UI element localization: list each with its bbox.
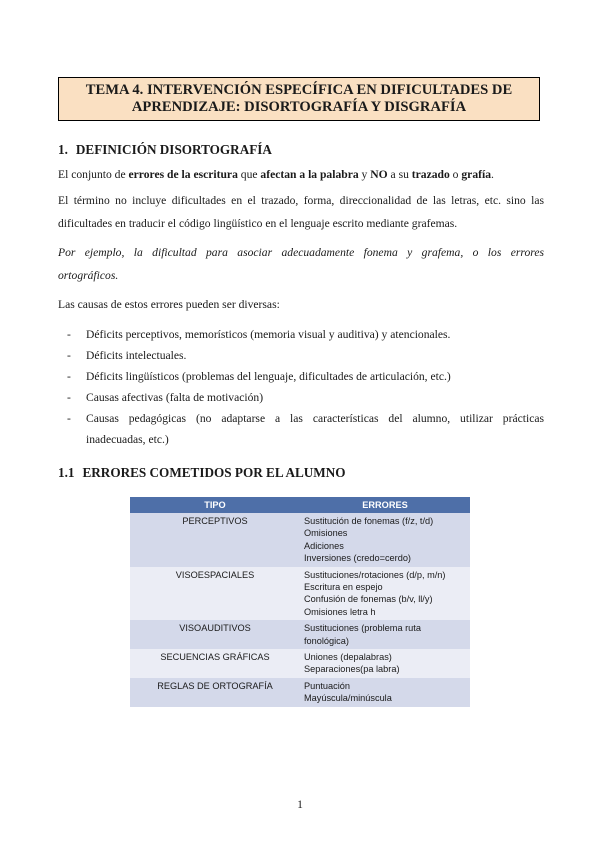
table-row <box>130 678 470 707</box>
causes-intro: Las causas de estos errores pueden ser diversas: <box>58 298 280 311</box>
definition-bold: afectan a la palabra <box>260 168 359 181</box>
error-item: Sustitución de fonemas (f/z, t/d) <box>304 516 434 526</box>
definition-bold: NO <box>370 168 388 181</box>
error-item: Omisiones <box>304 528 348 539</box>
scope-paragraph <box>58 189 544 235</box>
list-dash: - <box>67 370 71 383</box>
section-1-heading <box>58 142 272 158</box>
table-cell-errores <box>300 620 470 649</box>
list-dash: - <box>67 412 71 425</box>
definition-text: El conjunto de <box>58 168 129 181</box>
table-row <box>130 649 470 678</box>
list-item <box>58 345 544 366</box>
list-item <box>58 324 544 345</box>
error-item: Inversiones (credo=cerdo) <box>304 553 411 564</box>
section-1-title: DEFINICIÓN DISORTOGRAFÍA <box>75 142 272 157</box>
definition-text: y <box>358 168 371 181</box>
table-cell-errores <box>300 678 470 707</box>
definition-bold: grafía <box>461 168 491 181</box>
definition-paragraph <box>58 163 544 186</box>
list-item <box>58 408 544 450</box>
error-item: Sustituciones (problema ruta <box>304 623 421 634</box>
scope-line-1: El término no incluye dificultades en el trazado, forma, direccionalidad de las letras, etc. sino las <box>58 194 544 207</box>
table-cell-errores <box>300 649 470 678</box>
list-item-text: Déficits intelectuales. <box>86 349 187 362</box>
table-cell-errores <box>300 567 470 621</box>
definition-text: . <box>491 168 494 181</box>
table-cell-tipo: REGLAS DE ORTOGRAFÍA <box>130 678 300 707</box>
definition-bold: errores de la escritura <box>128 168 238 181</box>
list-item-text: Déficits lingüísticos (problemas del lenguaje, dificultades de articulación, etc.) <box>86 370 451 383</box>
title-line-1: TEMA 4. INTERVENCIÓN ESPECÍFICA EN DIFICULTADES DE <box>85 82 513 98</box>
list-item-text: Déficits perceptivos, memorísticos (memoria visual y auditiva) y atencionales. <box>86 328 451 341</box>
list-item <box>58 387 544 408</box>
document-title-box <box>58 77 540 121</box>
error-item: Puntuación <box>304 680 350 691</box>
error-item: Sustituciones/rotaciones (d/p, m/n) <box>304 569 446 580</box>
error-item: Mayúscula/minúscula <box>304 693 392 704</box>
column-header-errores: ERRORES <box>300 497 470 513</box>
list-dash: - <box>67 349 71 362</box>
table-row <box>130 567 470 621</box>
table-header-row <box>130 497 470 513</box>
section-1-1-title: ERRORES COMETIDOS POR EL ALUMNO <box>82 465 346 480</box>
error-item: Separaciones(pa labra) <box>304 664 400 675</box>
table-cell-tipo: VISOESPACIALES <box>130 567 300 621</box>
error-item: Escritura en espejo <box>304 582 383 593</box>
table-cell-tipo: SECUENCIAS GRÁFICAS <box>130 649 300 678</box>
list-dash: - <box>67 328 71 341</box>
list-item-text-line-2: inadecuadas, etc.) <box>86 433 169 446</box>
list-item <box>58 366 544 387</box>
error-item: Confusión de fonemas (b/v, ll/y) <box>304 594 433 605</box>
error-item: Adiciones <box>304 540 344 551</box>
page-number: 1 <box>297 798 303 811</box>
definition-bold: trazado <box>411 168 450 181</box>
example-line-1: Por ejemplo, la dificultad para asociar adecuadamente fonema y grafema, o los errores <box>58 246 544 259</box>
column-header-tipo: TIPO <box>130 497 300 513</box>
error-item: Uniones (depalabras) <box>304 652 392 663</box>
example-paragraph <box>58 241 544 287</box>
example-line-2: ortográficos. <box>58 269 119 282</box>
list-dash: - <box>67 391 71 404</box>
definition-text: a su <box>387 168 412 181</box>
table-cell-tipo: VISOAUDITIVOS <box>130 620 300 649</box>
section-1-number: 1. <box>58 142 68 157</box>
list-item-text-line-1: Causas pedagógicas (no adaptarse a las características del alumno, utilizar prácticas <box>86 412 544 425</box>
errors-table <box>130 497 470 707</box>
list-item-text: Causas afectivas (falta de motivación) <box>86 391 264 404</box>
table-cell-errores <box>300 513 470 567</box>
error-item: Omisiones letra h <box>304 606 376 617</box>
scope-line-2: dificultades en traducir el código lingüístico en el lenguaje escrito mediante grafemas. <box>58 217 458 230</box>
table-cell-tipo: PERCEPTIVOS <box>130 513 300 567</box>
error-item: fonológica) <box>304 635 349 646</box>
table-row <box>130 620 470 649</box>
definition-text: o <box>449 168 462 181</box>
title-line-2: APRENDIZAJE: DISORTOGRAFÍA Y DISGRAFÍA <box>131 99 467 115</box>
causes-list <box>58 324 544 450</box>
table-row <box>130 513 470 567</box>
definition-text: que <box>237 168 261 181</box>
section-1-1-number: 1.1 <box>58 465 75 480</box>
section-1-1-heading <box>58 465 346 481</box>
